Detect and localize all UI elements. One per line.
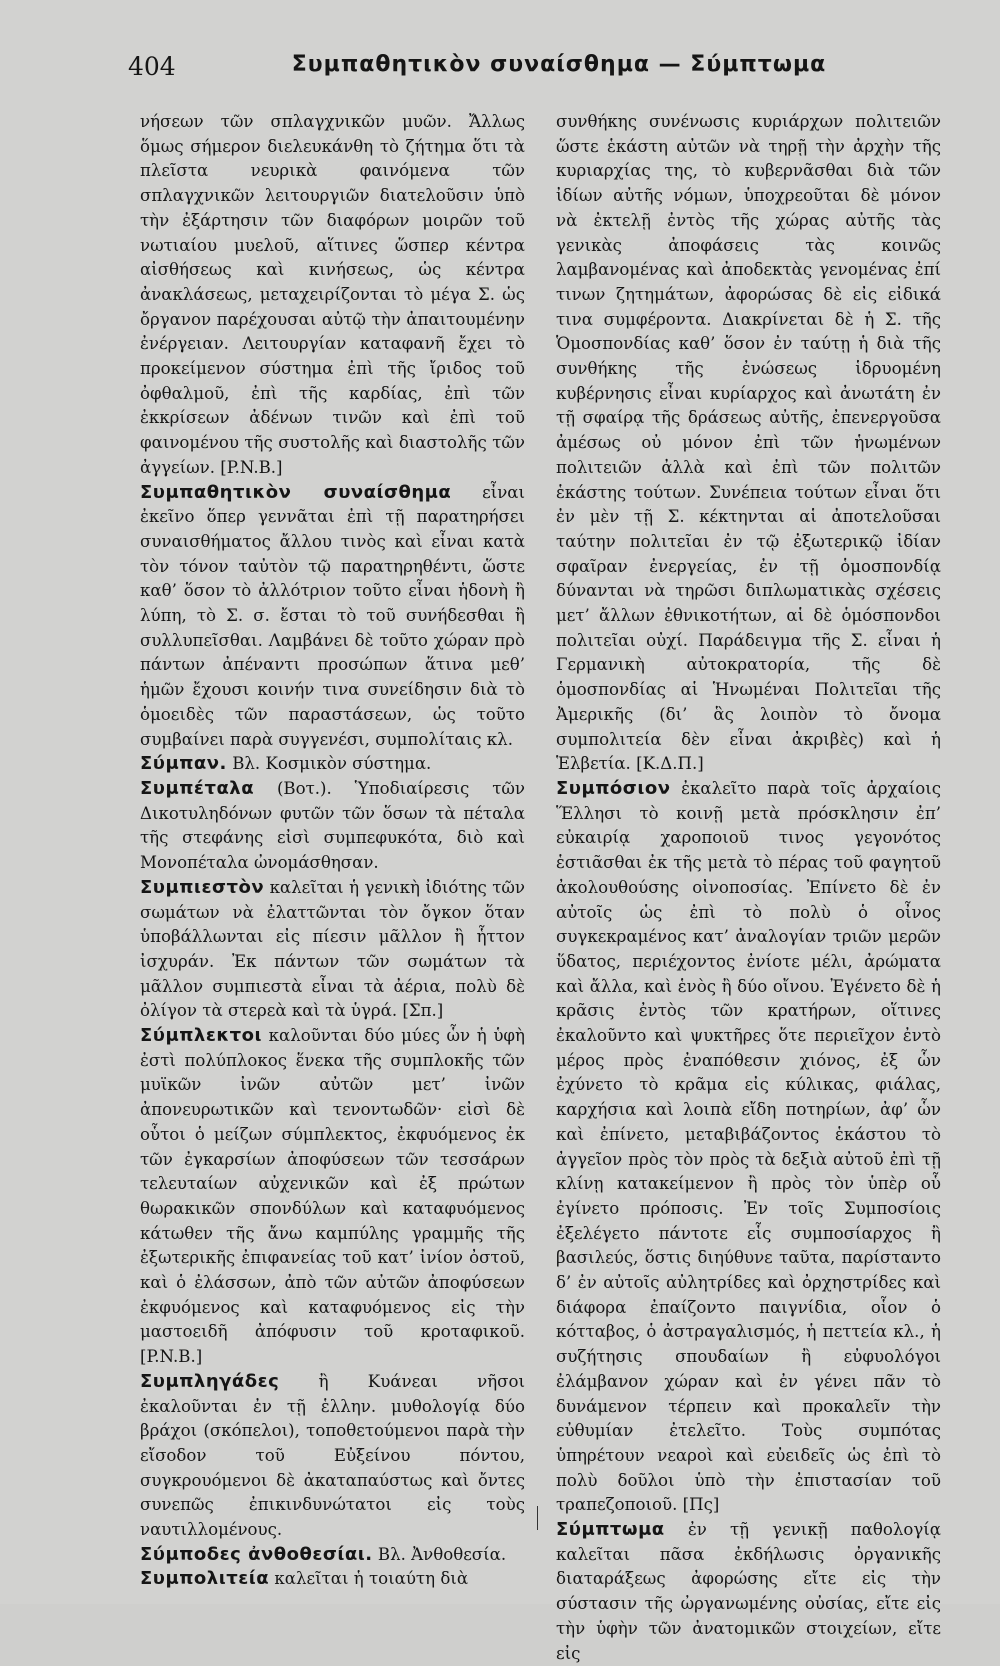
entry-sympan [140, 752, 525, 777]
entry-sympieston [140, 876, 525, 1024]
headword: Συμπολιτεία [140, 1568, 270, 1590]
entry-text: ἢ Κυάνεαι νῆσοι ἐκαλοῦνται ἐν τῇ ἑλλην. μυθολογίᾳ δύο βράχοι (σκόπελοι), τοποθετούμενοι παρὰ τὴν εἴσοδον τοῦ Εὐξείνου πόντου, συγκρουόμενοι δὲ ἀκαταπαύστως καὶ ὄντες συνεπῶς ἐπικινδυνώτατοι εἰς τοὺς ναυτιλλομένους. [140, 1371, 525, 1540]
entry-text: (Βοτ.). Ὑποδιαίρεσις τῶν Δικοτυληδόνων φυτῶν τῶν ὅσων τὰ πέταλα τῆς στεφάνης εἰσὶ συμπεφυκότα, διὸ καὶ Μονοπέταλα ὠνομάσθησαν. [140, 778, 525, 873]
entry-text: συνθήκης συνένωσις κυριάρχων πολιτειῶν ὥστε ἑκάστη αὐτῶν νὰ τηρῇ τὴν ἀρχὴν τῆς κυριαρχίας της, τὸ κυβερνᾶσθαι διὰ τῶν ἰδίων αὐτῆς νόμων, ὑποχρεοῦται δὲ μόνον νὰ ἐκτελῇ ἐντὸς τῆς χώρας αὐτῆς τὰς γενικὰς ἀποφάσεις τὰς κοινῶς λαμβανομένας καὶ ἀποδεκτὰς γενομένας ἐπί τινων ζητημάτων, ἀφορώσας δὲ εἰς εἰδικά τινα συμφέροντα. Διακρίνεται δὲ ἡ Σ. τῆς Ὁμοσπονδίας καθ’ ὅσον ἐν ταύτῃ ἡ διὰ τῆς συνθήκης τῆς ἐνώσεως ἱδρυομένη κυβέρνησις εἶναι κυρίαρχος καὶ ἀνωτάτη ἐν τῇ σφαίρᾳ τῆς δράσεως αὐτῆς, ἐπενεργοῦσα ἀμέσως οὐ μόνον ἐπὶ τῶν ἡνωμένων πολιτειῶν ἀλλὰ καὶ ἐπὶ τῶν πολιτῶν ἑκάστης τούτων. Συνέπεια τούτων εἶναι ὅτι ἐν μὲν τῇ Σ. κέκτηνται αἱ ἀποτελοῦσαι ταύτην πολιτεῖαι ἐν τῷ ἐξωτερικῷ ἰδίαν σφαῖραν ἐνεργείας, ἐν τῇ ὁμοσπονδίᾳ δύνανται νὰ τηρῶσι διπλωματικὰς σχέσεις μετ’ ἄλλων ἐθνικοτήτων, αἱ δὲ ὁμόσπονδοι πολιτεῖαι οὐχί. Παράδειγμα τῆς Σ. εἶναι ἡ Γερμανικὴ αὐτοκρατορία, τῆς δὲ ὁμοσπονδίας αἱ Ἡνωμέναι Πολιτεῖαι τῆς Ἀμερικῆς (δι’ ἃς λοιπὸν τὸ ὄνομα συμπολιτεία δὲν εἶναι ἀκριβὲς) καὶ ἡ Ἑλβετία. [Κ.Δ.Π.] [556, 112, 941, 774]
entry-text: Βλ. Κοσμικὸν σύστημα. [232, 754, 432, 774]
entry-continuation [556, 110, 941, 777]
entry-text: καλοῦνται δύο μύες ὧν ἡ ὑφὴ ἐστὶ πολύπλοκος ἕνεκα τῆς συμπλοκῆς τῶν μυϊκῶν ἰνῶν αὐτῶν μετ’ ἰνῶν ἀπονευρωτικῶν καὶ τενοντωδῶν· εἰσὶ δὲ οὗτοι ὁ μείζων σύμπλεκτος, ἐκφυόμενος ἐκ τῶν ἐγκαρσίων ἀποφύσεων τῶν τεσσάρων τελευταίων αὐχενικῶν καὶ ἐξ πρώτων θωρακικῶν σπονδύλων καὶ καταφυόμενος κάτωθεν τῆς ἄνω καμπύλης γραμμῆς τῆς ἐξωτερικῆς ἐπιφανείας τοῦ κατ’ ἰνίον ὀστοῦ, καὶ ὁ ἐλάσσων, ἀπὸ τῶν αὐτῶν ἀποφύσεων ἐκφυόμενος καὶ καταφυόμενος εἰς τὴν μαστοειδῆ ἀπόφυσιν τοῦ κροταφικοῦ. [P.N.B.] [140, 1026, 525, 1367]
page-number: 404 [128, 52, 176, 81]
entry-symptoma [556, 1518, 941, 1666]
headword: Σύμπαν. [140, 753, 227, 775]
headword: Σύμπλεκτοι [140, 1025, 262, 1047]
entry-symposion [556, 777, 941, 1518]
entry-sympodes [140, 1543, 525, 1568]
entry-text: Βλ. Ἀνθοθεσία. [377, 1544, 507, 1564]
entry-text: ἐκαλεῖτο παρὰ τοῖς ἀρχαίοις Ἕλλησι τὸ κοινῇ μετὰ πρόσκλησιν ἐπ’ εὐκαιρίᾳ χαροποιοῦ τινος γεγονότος ἑστιᾶσθαι ἐκ τῆς μετὰ τὸ πέρας τοῦ φαγητοῦ ἀκολουθούσης οἰνοποσίας. Ἐπίνετο δὲ ἐν αὐτοῖς ὡς ἐπὶ τὸ πολὺ ὁ οἶνος συγκεκραμένος κατ’ ἀναλογίαν τριῶν μερῶν ὕδατος, περιέχοντος ἐνίοτε μέλι, ἀρώματα καὶ ἄλλα, καὶ ἑνὸς ἢ δύο οἴνου. Ἐγένετο δὲ ἡ κρᾶσις ἐντὸς τῶν κρατήρων, οἵτινες ἐκαλοῦντο καὶ ψυκτῆρες ὅτε περιεῖχον ἐντὸ μέρος πρὸς ἐναπόθεσιν χιόνος, ἐξ ὧν ἐχύνετο τὸ κρᾶμα εἰς κύλικας, φιάλας, καρχήσια καὶ λοιπὰ εἴδη ποτηρίων, ἀφ’ ὧν καὶ ἐπίνετο, μεταβιβάζοντος ἑκάστου τὸ ἀγγεῖον πρὸς τὸν πρὸς τὰ δεξιὰ αὐτοῦ ἐπὶ τῇ κλίνῃ κατακείμενον ἢ πρὸς τὸν ὑπὲρ οὗ ἐγίνετο πρόποσις. Ἐν τοῖς Συμποσίοις ἐξελέγετο πάντοτε εἷς συμποσίαρχος ἢ βασιλεύς, ὅστις διηύθυνε ταῦτα, παρίσταντο δ’ ἐν αὐτοῖς αὐλητρίδες καὶ ὀρχηστρίδες καὶ διάφορα ἐπαίζοντο παιγνίδια, οἷον ὁ κότταβος, ὁ ἀστραγαλισμός, ἡ πεττεία κλ., ἡ συζήτησις σπουδαίων ἢ εὐφυολόγοι ἐλάμβανον χώραν καὶ ἐν γένει πᾶν τὸ δυνάμενον τέρπειν καὶ προκαλεῖν τὴν εὐθυμίαν ἐτελεῖτο. Τοὺς συμπότας ὑπηρέτουν νεαροὶ καὶ εὐειδεῖς ὡς ἐπὶ τὸ πολὺ δοῦλοι ὑπὸ τὴν ἐπιστασίαν τοῦ τραπεζοποιοῦ. [Πς] [556, 778, 942, 1515]
entry-continuation [140, 110, 525, 481]
headword: Συμπόσιον [556, 777, 671, 799]
entry-sympoliteia [140, 1567, 525, 1592]
running-head: Συμπαθητικὸν συναίσθημα — Σύμπτωμα [291, 52, 827, 77]
entry-text: ἐν τῇ γενικῇ παθολογίᾳ καλεῖται πᾶσα ἐκδήλωσις ὀργανικῆς διαταράξεως ἀφορώσης εἴτε εἰς τὴν σύστασιν τῆς ὠργανωμένης οὐσίας, εἴτε εἰς τὴν ὑφὴν τῶν ἀνατομικῶν στοιχείων, εἴτε εἰς [556, 1520, 941, 1663]
headword: Σύμποδες ἀνθοθεσίαι. [140, 1543, 373, 1565]
headword: Συμπαθητικὸν συναίσθημα [140, 481, 452, 503]
entry-sympetala [140, 777, 525, 876]
entry-text: καλεῖται ἡ τοιαύτη διὰ [274, 1569, 469, 1589]
entry-text: εἶναι ἐκεῖνο ὅπερ γεννᾶται ἐπὶ τῇ παρατηρήσει συναισθήματος ἄλλου τινὸς καὶ εἶναι κατὰ τὸν τόνον ταὐτὸν τῷ παρατηρηθέντι, ὥστε καθ’ ὅσον τὸ ἀλλότριον τοῦτο εἶναι ἡδονὴ ἢ λύπη, τὸ Σ. σ. ἔσται τὸ τοῦ συνήδεσθαι ἢ συλλυπεῖσθαι. Λαμβάνει δὲ τοῦτο χώραν πρὸ πάντων ἀπέναντι προσώπων ἅτινα μεθ’ ἡμῶν ἔχουσι κοινήν τινα συνείδησιν διὰ τὸ ὁμοειδὲς τῶν παραστάσεων, ὡς τοῦτο συμβαίνει παρὰ συγγενέσι, συμπολίταις κλ. [140, 482, 525, 749]
right-column [556, 110, 941, 1666]
headword: Συμπληγάδες [140, 1370, 280, 1392]
entry-symplegades [140, 1370, 525, 1543]
entry-synaisthima [140, 481, 525, 753]
column-divider [537, 1506, 538, 1530]
left-column [140, 110, 525, 1592]
headword: Σύμπτωμα [556, 1519, 665, 1541]
entry-symplektoi [140, 1024, 525, 1370]
headword: Συμπιεστὸν [140, 876, 265, 898]
page-header [128, 52, 890, 96]
entry-text: καλεῖται ἡ γενικὴ ἰδιότης τῶν σωμάτων νὰ ἐλαττῶνται τὸν ὄγκον ὅταν ὑποβάλλωνται εἰς πίεσιν μᾶλλον ἢ ἧττον ἰσχυράν. Ἐκ πάντων τῶν σωμάτων τὰ μᾶλλον συμπιεστὰ εἶναι τὰ ἀέρια, πολὺ δὲ ὀλίγον τὰ στερεὰ καὶ τὰ ὑγρά. [Σπ.] [140, 877, 525, 1021]
headword: Συμπέταλα [140, 777, 255, 799]
entry-text: νήσεων τῶν σπλαγχνικῶν μυῶν. Ἄλλως ὅμως σήμερον διελευκάνθη τὸ ζήτημα ὅτι τὰ πλεῖστα νευρικὰ φαινόμενα τῶν σπλαγχνικῶν λειτουργιῶν διατελοῦσιν ὑπὸ τὴν ἐξάρτησιν τῶν διαφόρων μοιρῶν τοῦ νωτιαίου μυελοῦ, αἵτινες ὥσπερ κέντρα αἰσθήσεως καὶ κινήσεως, ὡς κέντρα ἀνακλάσεως, μεταχειρίζονται τὸ μέγα Σ. ὡς ὄργανον παρέχουσαι αὐτῷ τὴν ἀπαιτουμένην ἐνέργειαν. Λειτουργίαν καταφανῆ ἔχει τὸ προκείμενον σύστημα ἐπὶ τῆς ἴριδος τοῦ ὀφθαλμοῦ, ἐπὶ τῆς καρδίας, ἐπὶ τῶν ἐκκρίσεων ἀδένων τινῶν καὶ ἐπὶ τοῦ φαινομένου τῆς συστολῆς καὶ διαστολῆς τῶν ἀγγείων. [P.N.B.] [140, 112, 525, 477]
